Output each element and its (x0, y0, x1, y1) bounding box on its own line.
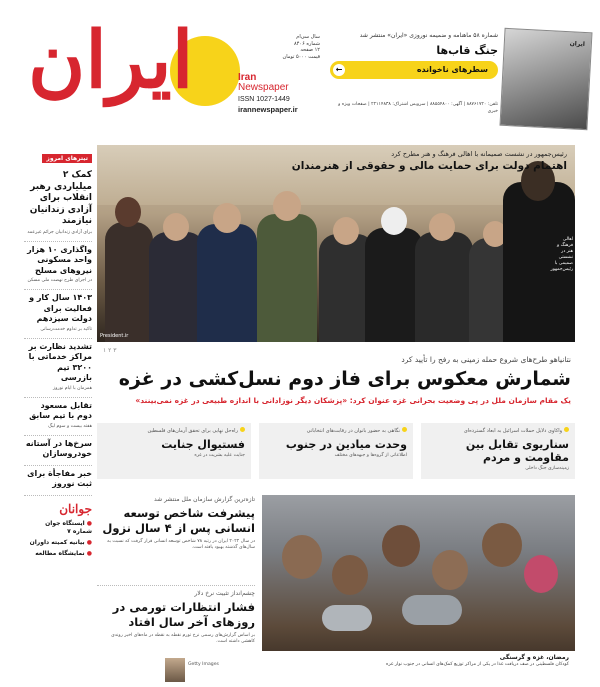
story-kicker: چشم‌انداز تثبیت نرخ دلار (194, 590, 255, 597)
related-stories-row (97, 423, 575, 479)
promo-note: شماره ۵۸ ماهنامه و ضمیمه نوروزی «ایران» منتشر شد (359, 32, 498, 39)
english-name-2: Newspaper (238, 82, 289, 93)
photo-headline[interactable]: اهتمام دولت برای حمایت مالی و حقوقی از هنرمندان (291, 160, 567, 172)
english-name: Iran (238, 72, 257, 83)
photo-figure-head (482, 523, 522, 567)
story-body: بر اساس گزارش‌های رسمی نرخ تورم نقطه به نقطه در ماه‌های اخیر روندی کاهشی داشته است. (111, 633, 255, 644)
sidebar-story-summary: همزمان با ایام نوروز (52, 385, 92, 391)
supplement-bullet-text: نمایشگاه مطالعه (35, 549, 85, 557)
photo-credit: President.ir (100, 333, 129, 339)
sidebar-story[interactable] (24, 398, 92, 436)
photo-figure (415, 232, 473, 342)
photo-pot (322, 605, 372, 631)
supplement-logo[interactable]: جوانان (59, 501, 92, 516)
photo-figure (257, 214, 317, 342)
sidebar-story-title: تقابل مسعود دوم با تیم سابق (29, 400, 92, 420)
related-story[interactable] (259, 423, 413, 479)
sidebar-story-summary: برای آزادی زندانیان جرائم غیرعمد (27, 229, 92, 235)
related-story-kicker-text: واکاوی دلایل حملات اسرائیل به ابعاد گسترده‌ای (463, 428, 562, 434)
photo-figure-head (213, 203, 241, 233)
photo-caption-title: رمضان، غزه و گرسنگی (499, 654, 569, 661)
photo-side-caption: اهالی فرهنگ و هنر در نشستی صمیمی با رئیس‌جمهور (550, 237, 573, 272)
sidebar-header: تیترهای امروز (42, 154, 92, 163)
headlines-sidebar (24, 145, 92, 680)
inflation-story[interactable] (97, 585, 255, 645)
bullet-icon (402, 427, 407, 432)
english-logo (238, 73, 328, 114)
photo-figure-head (524, 555, 558, 593)
bullet-icon (240, 427, 245, 432)
info-line: شماره ۸۴۰۶ (294, 40, 320, 47)
sidebar-story-summary: در اجرای طرح نهضت ملی مسکن (27, 278, 92, 283)
photo-kicker: رئیس‌جمهور در نشست صمیمانه با اهالی فرهنگ و هنر مطرح کرد (391, 150, 567, 158)
related-story-kicker (103, 427, 245, 435)
promo-button-label: سطرهای ناخوانده (416, 65, 488, 74)
newspaper-logo[interactable]: ایران (28, 15, 194, 106)
lead-photo-headline-box (267, 150, 567, 172)
sidebar-story-title: تشدید نظارت بر مراکز خدماتی با ۳۲۰۰ تیم بازرسی (28, 341, 92, 382)
promo-box (330, 32, 498, 79)
supplement-bullet[interactable] (24, 550, 92, 558)
story-headline: پیشرفت شاخص توسعه انسانی پس از ۴ سال نزول (102, 506, 255, 535)
page-indicator: ۱ ۲ ۳ (103, 347, 117, 354)
sidebar-story[interactable] (24, 436, 92, 466)
sidebar-story[interactable] (24, 167, 92, 242)
columnist-portrait (165, 658, 185, 682)
photo-figure-head (429, 213, 455, 241)
related-story-summary: اطلاعاتی از گروه‌ها و جبهه‌های مختلف (334, 453, 407, 458)
lead-story-headline[interactable]: شمارش معکوس برای فاز دوم نسل‌کشی در غزه (118, 368, 571, 390)
photo-figure-head (333, 217, 359, 245)
hdi-story[interactable] (97, 496, 255, 551)
sidebar-story-title: کمک ۲ میلیاردی رهبر انقلاب برای آزادی زندانیان نیازمند (29, 170, 92, 226)
photo-figure-head (332, 555, 368, 595)
contact-links: تلفن: ۸۸۷۶۱۷۲۰ | آگهی: ۸۸۵۵۴۸۰۰ | سرویس اشتراک: ۲۲۱۱۴۸۳۸ | صفحات ویژه و خبری (338, 102, 498, 114)
photo-figure-head (282, 535, 322, 579)
sidebar-story[interactable] (24, 290, 92, 339)
photo-pot (402, 595, 462, 625)
lead-story-kicker: نتانیاهو طرح‌های شروع حمله زمینی به رفح را تأیید کرد (401, 355, 571, 364)
bullet-icon: ● (86, 549, 92, 557)
sidebar-story[interactable] (24, 466, 92, 496)
bullet-icon: ● (86, 538, 92, 546)
photo-figure-head (382, 525, 420, 567)
story-kicker: تازه‌ترین گزارش سازمان ملل منتشر شد (154, 496, 255, 503)
sidebar-story-summary: تاکید بر تداوم خدمت‌رسانی (40, 326, 92, 332)
photo-figure (105, 222, 153, 342)
magazine-cover-thumbnail[interactable] (499, 28, 592, 130)
related-story[interactable] (97, 423, 251, 479)
sidebar-story-title: خبر مفاجأة برای ثبت نوروز (27, 468, 92, 488)
sidebar-story-title: ۱۴۰۳ سال کار و فعالیت برای دولت سیزدهم (29, 293, 92, 323)
photo-figure-head (381, 207, 407, 235)
lead-story-subhead: یک مقام سازمان ملل در پی وضعیت بحرانی غزه عنوان کرد: «پزشکان دیگر نوزادانی با اندازه طبیعی در غزه نمی‌بینند» (135, 396, 571, 405)
supplement-bullet[interactable] (24, 539, 92, 547)
photo-figure-head (432, 550, 468, 590)
masthead (0, 0, 600, 135)
photo-figure-head (115, 197, 141, 227)
bullet-icon: ● (86, 519, 92, 527)
promo-button[interactable] (330, 61, 498, 79)
related-story-title: فستیوال جنایت (161, 438, 245, 451)
related-story-kicker (427, 427, 569, 435)
promo-headline[interactable]: جنگ قاب‌ها (436, 44, 498, 57)
sidebar-story[interactable] (24, 242, 92, 291)
photo-figure (197, 224, 257, 342)
related-story-title: وحدت میادین در جنوب (285, 438, 407, 451)
sidebar-story-summary: هفته بیست و سوم لیگ (48, 423, 92, 429)
photo-figure-head (163, 213, 189, 241)
related-story-summary: جنایت علیه بشریت در غزه (194, 453, 245, 458)
supplement-bullet-text: ایستگاه جوان شماره ۷ (45, 519, 92, 535)
sidebar-story-title: سرخ‌ها در آستانه خودروسازان (25, 438, 92, 458)
related-story-kicker (265, 427, 407, 435)
photo-caption (262, 651, 575, 683)
related-story-kicker-text: راه‌حل نهایی برای تحقق آرمان‌های فلسطین (147, 428, 238, 434)
related-story[interactable] (421, 423, 575, 479)
info-line: سال سی‌ام (296, 34, 320, 40)
thumb-title: ایران (569, 40, 586, 48)
arrow-left-icon: ← (333, 64, 345, 76)
info-line: ۱۲ صفحه (300, 47, 320, 54)
supplement-bullet[interactable] (24, 520, 92, 536)
photo-caption-text: کودکان فلسطینی در صف دریافت غذا در یکی از مراکز توزیع کمک‌های انسانی در جنوب نوار غزه (386, 662, 569, 667)
issue-info (238, 34, 320, 60)
sidebar-story[interactable] (24, 339, 92, 398)
story-body: در سال ۲۰۲۲ ایران در رتبه ۷۸ شاخص توسعه انسانی قرار گرفت که نسبت به سال‌های گذشته بهبود یافته است. (107, 539, 255, 550)
bullet-icon (564, 427, 569, 432)
photo-agency-credit: Getty Images (188, 662, 219, 667)
website-link[interactable]: irannewspaper.ir (238, 105, 298, 114)
related-story-summary: زمینه‌سازی جنگ داخلی (525, 466, 569, 471)
related-story-title: سناریوی تقابل بین مقاومت و مردم (465, 438, 569, 464)
info-line: قیمت ۵۰۰۰ تومان (282, 53, 320, 60)
gaza-children-photo[interactable] (262, 495, 575, 683)
sidebar-story-title: واگذاری ۱۰ هزار واحد مسکونی نیروهای مسلح (27, 244, 92, 275)
lead-photo-president-artists[interactable] (97, 145, 575, 342)
issn: ISSN 1027-1449 (238, 96, 290, 103)
story-headline: فشار انتظارات تورمی در روزهای آخر سال افتاد (112, 600, 255, 629)
supplement-bullet-text: بیانیه کمیته داوران (29, 538, 85, 546)
photo-figure-head (273, 191, 301, 221)
related-story-kicker-text: نگاهی به حضور بانوان در رقابت‌های انتخاباتی (306, 428, 400, 434)
